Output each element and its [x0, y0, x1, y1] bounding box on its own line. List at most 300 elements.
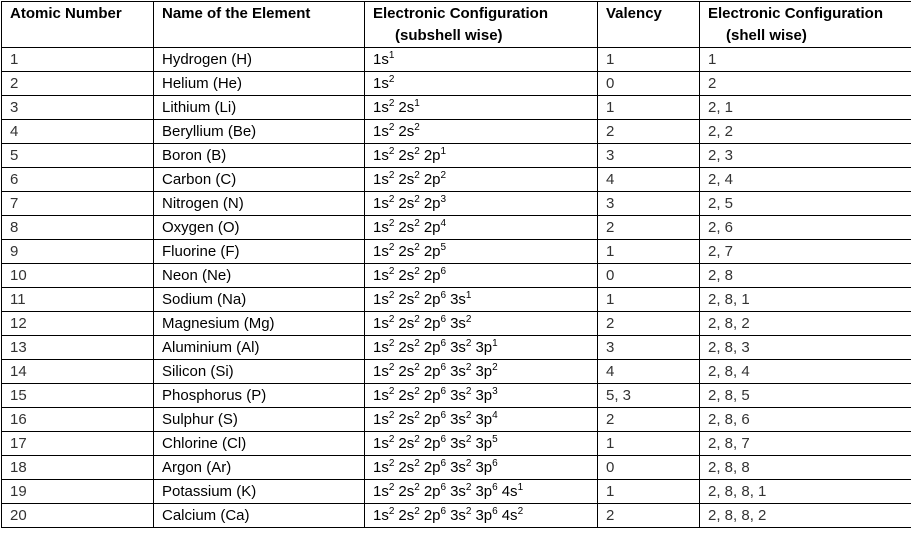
- element-name-cell: Argon (Ar): [154, 456, 365, 480]
- subshell-config-cell: [365, 432, 598, 456]
- subshell-config-cell: [365, 504, 598, 528]
- elements-table: [1, 1, 911, 528]
- electron-count: 5: [441, 242, 447, 253]
- electron-count: 2: [466, 410, 472, 421]
- subshell-config-cell: [365, 264, 598, 288]
- atomic-number-cell: 12: [2, 312, 154, 336]
- orbital-term: [475, 387, 497, 404]
- table-row: [2, 504, 911, 528]
- electron-count: 6: [441, 482, 447, 493]
- orbital-label: 2p: [424, 219, 441, 236]
- atomic-number-cell: 17: [2, 432, 154, 456]
- shell-config-cell: 2, 8, 8, 1: [700, 480, 911, 504]
- subshell-config-cell: [365, 288, 598, 312]
- orbital-label: 2p: [424, 195, 441, 212]
- element-name-cell: Neon (Ne): [154, 264, 365, 288]
- orbital-term: [450, 363, 471, 380]
- header-subshell-config: Electronic Configuration (subshell wise): [365, 2, 598, 48]
- valency-cell: 0: [598, 456, 700, 480]
- orbital-label: 3p: [475, 435, 492, 452]
- electron-count: 2: [389, 146, 395, 157]
- orbital-label: 1s: [373, 123, 389, 140]
- valency-cell: 2: [598, 408, 700, 432]
- orbital-label: 3s: [450, 315, 466, 332]
- orbital-label: 2s: [398, 315, 414, 332]
- subshell-config-cell: [365, 480, 598, 504]
- orbital-term: [373, 195, 394, 212]
- orbital-label: 3p: [475, 387, 492, 404]
- valency-cell: 1: [598, 240, 700, 264]
- electron-count: 2: [414, 314, 420, 325]
- atomic-number-cell: 11: [2, 288, 154, 312]
- electron-count: 2: [389, 386, 395, 397]
- orbital-term: [398, 339, 419, 356]
- electron-count: 2: [389, 482, 395, 493]
- electron-count: 1: [518, 482, 524, 493]
- element-name-cell: Helium (He): [154, 72, 365, 96]
- orbital-label: 1s: [373, 387, 389, 404]
- orbital-term: [373, 411, 394, 428]
- electron-count: 2: [389, 290, 395, 301]
- orbital-term: [502, 507, 523, 524]
- table-row: [2, 384, 911, 408]
- element-name-cell: Boron (B): [154, 144, 365, 168]
- orbital-label: 2s: [398, 411, 414, 428]
- orbital-term: [373, 363, 394, 380]
- subshell-config-cell: [365, 72, 598, 96]
- atomic-number-cell: 5: [2, 144, 154, 168]
- atomic-number-cell: 1: [2, 48, 154, 72]
- table-row: [2, 192, 911, 216]
- orbital-label: 2s: [398, 219, 414, 236]
- table-row: [2, 312, 911, 336]
- orbital-label: 2s: [398, 483, 414, 500]
- orbital-label: 1s: [373, 243, 389, 260]
- electron-count: 6: [441, 362, 447, 373]
- orbital-term: [450, 435, 471, 452]
- electron-count: 2: [389, 170, 395, 181]
- electron-count: 2: [389, 266, 395, 277]
- electron-count: 6: [441, 290, 447, 301]
- element-name-cell: Calcium (Ca): [154, 504, 365, 528]
- table-row: [2, 120, 911, 144]
- electron-count: 2: [414, 170, 420, 181]
- element-name-cell: Chlorine (Cl): [154, 432, 365, 456]
- element-name-cell: Sodium (Na): [154, 288, 365, 312]
- shell-config-cell: 2: [700, 72, 911, 96]
- electron-count: 1: [492, 338, 498, 349]
- electron-count: 2: [466, 482, 472, 493]
- orbital-label: 2p: [424, 483, 441, 500]
- orbital-label: 3p: [475, 411, 492, 428]
- header-atomic-number: Atomic Number: [2, 2, 154, 48]
- element-name-cell: Fluorine (F): [154, 240, 365, 264]
- table-row: [2, 408, 911, 432]
- orbital-term: [424, 363, 446, 380]
- orbital-term: [398, 459, 419, 476]
- orbital-label: 1s: [373, 435, 389, 452]
- valency-cell: 2: [598, 312, 700, 336]
- orbital-label: 1s: [373, 291, 389, 308]
- orbital-term: [424, 315, 446, 332]
- orbital-term: [475, 411, 497, 428]
- orbital-label: 1s: [373, 195, 389, 212]
- orbital-term: [373, 459, 394, 476]
- electron-count: 2: [389, 506, 395, 517]
- orbital-label: 2s: [398, 459, 414, 476]
- table-row: [2, 432, 911, 456]
- orbital-label: 3s: [450, 507, 466, 524]
- electron-count: 4: [492, 410, 498, 421]
- orbital-term: [398, 147, 419, 164]
- orbital-term: [373, 75, 394, 92]
- orbital-term: [475, 339, 497, 356]
- orbital-label: 3s: [450, 291, 466, 308]
- header-valency: Valency: [598, 2, 700, 48]
- orbital-label: 2s: [398, 435, 414, 452]
- shell-config-cell: 2, 4: [700, 168, 911, 192]
- orbital-term: [398, 507, 419, 524]
- atomic-number-cell: 15: [2, 384, 154, 408]
- element-name-cell: Beryllium (Be): [154, 120, 365, 144]
- orbital-term: [373, 171, 394, 188]
- orbital-label: 1s: [373, 363, 389, 380]
- shell-config-cell: 2, 8, 8, 2: [700, 504, 911, 528]
- table-row: [2, 144, 911, 168]
- electron-count: 2: [492, 362, 498, 373]
- valency-cell: 5, 3: [598, 384, 700, 408]
- valency-cell: 2: [598, 504, 700, 528]
- orbital-term: [475, 435, 497, 452]
- shell-config-cell: 2, 3: [700, 144, 911, 168]
- orbital-label: 2s: [398, 291, 414, 308]
- element-name-cell: Hydrogen (H): [154, 48, 365, 72]
- orbital-term: [424, 459, 446, 476]
- electron-count: 2: [466, 362, 472, 373]
- shell-config-cell: 2, 8, 5: [700, 384, 911, 408]
- atomic-number-cell: 10: [2, 264, 154, 288]
- orbital-label: 2p: [424, 171, 441, 188]
- orbital-term: [424, 339, 446, 356]
- electron-count: 2: [389, 122, 395, 133]
- electron-count: 2: [466, 314, 472, 325]
- atomic-number-cell: 8: [2, 216, 154, 240]
- atomic-number-cell: 16: [2, 408, 154, 432]
- electron-count: 2: [414, 266, 420, 277]
- orbital-term: [475, 363, 497, 380]
- shell-config-cell: 2, 1: [700, 96, 911, 120]
- orbital-term: [424, 147, 446, 164]
- subshell-config-cell: [365, 240, 598, 264]
- table-row: [2, 240, 911, 264]
- table-row: [2, 336, 911, 360]
- orbital-label: 2p: [424, 411, 441, 428]
- orbital-term: [450, 483, 471, 500]
- electron-count: 2: [389, 98, 395, 109]
- orbital-term: [450, 315, 471, 332]
- shell-config-cell: 2, 6: [700, 216, 911, 240]
- shell-config-cell: 2, 8, 2: [700, 312, 911, 336]
- shell-config-cell: 2, 8, 1: [700, 288, 911, 312]
- orbital-label: 1s: [373, 147, 389, 164]
- orbital-term: [373, 243, 394, 260]
- electron-count: 2: [414, 290, 420, 301]
- orbital-term: [398, 291, 419, 308]
- orbital-term: [424, 387, 446, 404]
- electron-count: 2: [414, 218, 420, 229]
- electron-count: 2: [414, 146, 420, 157]
- electron-count: 6: [441, 386, 447, 397]
- valency-cell: 1: [598, 480, 700, 504]
- electron-count: 2: [389, 194, 395, 205]
- orbital-label: 2s: [398, 243, 414, 260]
- orbital-label: 3s: [450, 387, 466, 404]
- orbital-term: [398, 411, 419, 428]
- orbital-label: 1s: [373, 51, 389, 68]
- element-name-cell: Oxygen (O): [154, 216, 365, 240]
- element-name-cell: Sulphur (S): [154, 408, 365, 432]
- table-row: [2, 360, 911, 384]
- electron-count: 2: [389, 338, 395, 349]
- orbital-term: [424, 483, 446, 500]
- orbital-term: [398, 267, 419, 284]
- orbital-term: [373, 219, 394, 236]
- valency-cell: 3: [598, 336, 700, 360]
- orbital-label: 2s: [398, 267, 414, 284]
- subshell-config-cell: [365, 168, 598, 192]
- electron-count: 3: [441, 194, 447, 205]
- electron-count: 2: [389, 74, 395, 85]
- orbital-label: 2p: [424, 363, 441, 380]
- shell-config-cell: 2, 8, 3: [700, 336, 911, 360]
- subshell-config-cell: [365, 312, 598, 336]
- subshell-config-cell: [365, 336, 598, 360]
- orbital-term: [475, 483, 497, 500]
- subshell-config-cell: [365, 120, 598, 144]
- orbital-label: 1s: [373, 339, 389, 356]
- subshell-config-cell: [365, 384, 598, 408]
- electron-count: 2: [389, 218, 395, 229]
- orbital-label: 2p: [424, 435, 441, 452]
- orbital-label: 2s: [398, 339, 414, 356]
- electron-count: 1: [389, 50, 395, 61]
- orbital-term: [373, 123, 394, 140]
- orbital-label: 2p: [424, 459, 441, 476]
- orbital-term: [424, 219, 446, 236]
- orbital-label: 3s: [450, 435, 466, 452]
- orbital-term: [398, 195, 419, 212]
- orbital-label: 1s: [373, 459, 389, 476]
- table-row: [2, 288, 911, 312]
- orbital-label: 4s: [502, 507, 518, 524]
- orbital-label: 2p: [424, 267, 441, 284]
- electron-count: 6: [441, 410, 447, 421]
- element-name-cell: Potassium (K): [154, 480, 365, 504]
- electron-count: 1: [441, 146, 447, 157]
- atomic-number-cell: 7: [2, 192, 154, 216]
- electron-count: 6: [441, 338, 447, 349]
- orbital-label: 1s: [373, 315, 389, 332]
- subshell-config-cell: [365, 456, 598, 480]
- electron-count: 2: [414, 386, 420, 397]
- orbital-term: [424, 243, 446, 260]
- orbital-label: 2s: [398, 171, 414, 188]
- atomic-number-cell: 6: [2, 168, 154, 192]
- shell-config-cell: 2, 7: [700, 240, 911, 264]
- table-row: [2, 48, 911, 72]
- electron-count: 6: [441, 314, 447, 325]
- element-name-cell: Magnesium (Mg): [154, 312, 365, 336]
- shell-config-cell: 2, 2: [700, 120, 911, 144]
- orbital-label: 2s: [398, 507, 414, 524]
- table-row: [2, 480, 911, 504]
- orbital-term: [450, 411, 471, 428]
- table-row: [2, 456, 911, 480]
- orbital-term: [475, 459, 497, 476]
- table-row: [2, 264, 911, 288]
- orbital-label: 1s: [373, 267, 389, 284]
- valency-cell: 0: [598, 264, 700, 288]
- electron-count: 6: [441, 434, 447, 445]
- electron-count: 5: [492, 434, 498, 445]
- subshell-config-cell: [365, 216, 598, 240]
- orbital-term: [398, 171, 419, 188]
- shell-config-cell: 2, 5: [700, 192, 911, 216]
- electron-count: 2: [466, 506, 472, 517]
- orbital-label: 2p: [424, 507, 441, 524]
- electron-count: 1: [414, 98, 420, 109]
- orbital-label: 1s: [373, 507, 389, 524]
- table-row: [2, 96, 911, 120]
- orbital-term: [398, 315, 419, 332]
- orbital-label: 3s: [450, 363, 466, 380]
- table-row: [2, 168, 911, 192]
- header-shell-config: Electronic Configuration (shell wise): [700, 2, 911, 48]
- shell-config-cell: 2, 8: [700, 264, 911, 288]
- table-row: [2, 72, 911, 96]
- electron-count: 1: [466, 290, 472, 301]
- orbital-term: [398, 387, 419, 404]
- subshell-config-cell: [365, 144, 598, 168]
- valency-cell: 0: [598, 72, 700, 96]
- orbital-term: [424, 291, 446, 308]
- valency-cell: 2: [598, 120, 700, 144]
- atomic-number-cell: 13: [2, 336, 154, 360]
- valency-cell: 1: [598, 288, 700, 312]
- electron-count: 2: [414, 434, 420, 445]
- electron-count: 2: [414, 482, 420, 493]
- electron-count: 2: [466, 338, 472, 349]
- orbital-label: 1s: [373, 75, 389, 92]
- orbital-term: [398, 435, 419, 452]
- orbital-label: 1s: [373, 483, 389, 500]
- electron-count: 2: [414, 506, 420, 517]
- orbital-label: 2s: [398, 387, 414, 404]
- orbital-label: 2s: [398, 99, 414, 116]
- shell-config-cell: 2, 8, 4: [700, 360, 911, 384]
- electron-count: 2: [466, 386, 472, 397]
- electron-count: 2: [389, 434, 395, 445]
- orbital-term: [398, 363, 419, 380]
- orbital-label: 2p: [424, 243, 441, 260]
- orbital-term: [475, 507, 497, 524]
- orbital-term: [450, 291, 471, 308]
- orbital-label: 1s: [373, 171, 389, 188]
- orbital-label: 2p: [424, 291, 441, 308]
- orbital-label: 2p: [424, 387, 441, 404]
- valency-cell: 4: [598, 168, 700, 192]
- electron-count: 2: [389, 314, 395, 325]
- orbital-term: [373, 339, 394, 356]
- shell-config-cell: 1: [700, 48, 911, 72]
- electron-count: 6: [441, 266, 447, 277]
- orbital-label: 1s: [373, 219, 389, 236]
- orbital-term: [424, 435, 446, 452]
- element-name-cell: Phosphorus (P): [154, 384, 365, 408]
- orbital-label: 3p: [475, 483, 492, 500]
- orbital-label: 1s: [373, 411, 389, 428]
- electron-count: 2: [466, 434, 472, 445]
- valency-cell: 4: [598, 360, 700, 384]
- orbital-label: 2s: [398, 123, 414, 140]
- electron-count: 4: [441, 218, 447, 229]
- orbital-term: [424, 267, 446, 284]
- atomic-number-cell: 18: [2, 456, 154, 480]
- electron-count: 6: [492, 506, 498, 517]
- orbital-label: 2s: [398, 363, 414, 380]
- subshell-config-cell: [365, 48, 598, 72]
- electron-count: 2: [414, 242, 420, 253]
- orbital-term: [450, 387, 471, 404]
- shell-config-cell: 2, 8, 6: [700, 408, 911, 432]
- valency-cell: 2: [598, 216, 700, 240]
- electron-count: 2: [414, 338, 420, 349]
- orbital-term: [373, 315, 394, 332]
- orbital-label: 4s: [502, 483, 518, 500]
- orbital-label: 3p: [475, 339, 492, 356]
- orbital-label: 3p: [475, 507, 492, 524]
- electron-count: 2: [389, 242, 395, 253]
- orbital-label: 1s: [373, 99, 389, 116]
- shell-config-cell: 2, 8, 7: [700, 432, 911, 456]
- orbital-term: [373, 147, 394, 164]
- orbital-term: [373, 267, 394, 284]
- orbital-term: [373, 387, 394, 404]
- electron-count: 2: [389, 362, 395, 373]
- orbital-term: [373, 435, 394, 452]
- orbital-term: [398, 219, 419, 236]
- element-name-cell: Silicon (Si): [154, 360, 365, 384]
- orbital-term: [424, 507, 446, 524]
- orbital-term: [450, 507, 471, 524]
- orbital-term: [373, 99, 394, 116]
- electron-count: 6: [492, 458, 498, 469]
- valency-cell: 1: [598, 48, 700, 72]
- valency-cell: 1: [598, 96, 700, 120]
- electron-count: 6: [441, 458, 447, 469]
- header-element-name: Name of the Element: [154, 2, 365, 48]
- orbital-term: [373, 483, 394, 500]
- orbital-term: [450, 339, 471, 356]
- electron-count: 2: [518, 506, 524, 517]
- element-name-cell: Lithium (Li): [154, 96, 365, 120]
- orbital-term: [450, 459, 471, 476]
- orbital-label: 2s: [398, 195, 414, 212]
- orbital-label: 3s: [450, 483, 466, 500]
- atomic-number-cell: 14: [2, 360, 154, 384]
- orbital-term: [398, 243, 419, 260]
- atomic-number-cell: 20: [2, 504, 154, 528]
